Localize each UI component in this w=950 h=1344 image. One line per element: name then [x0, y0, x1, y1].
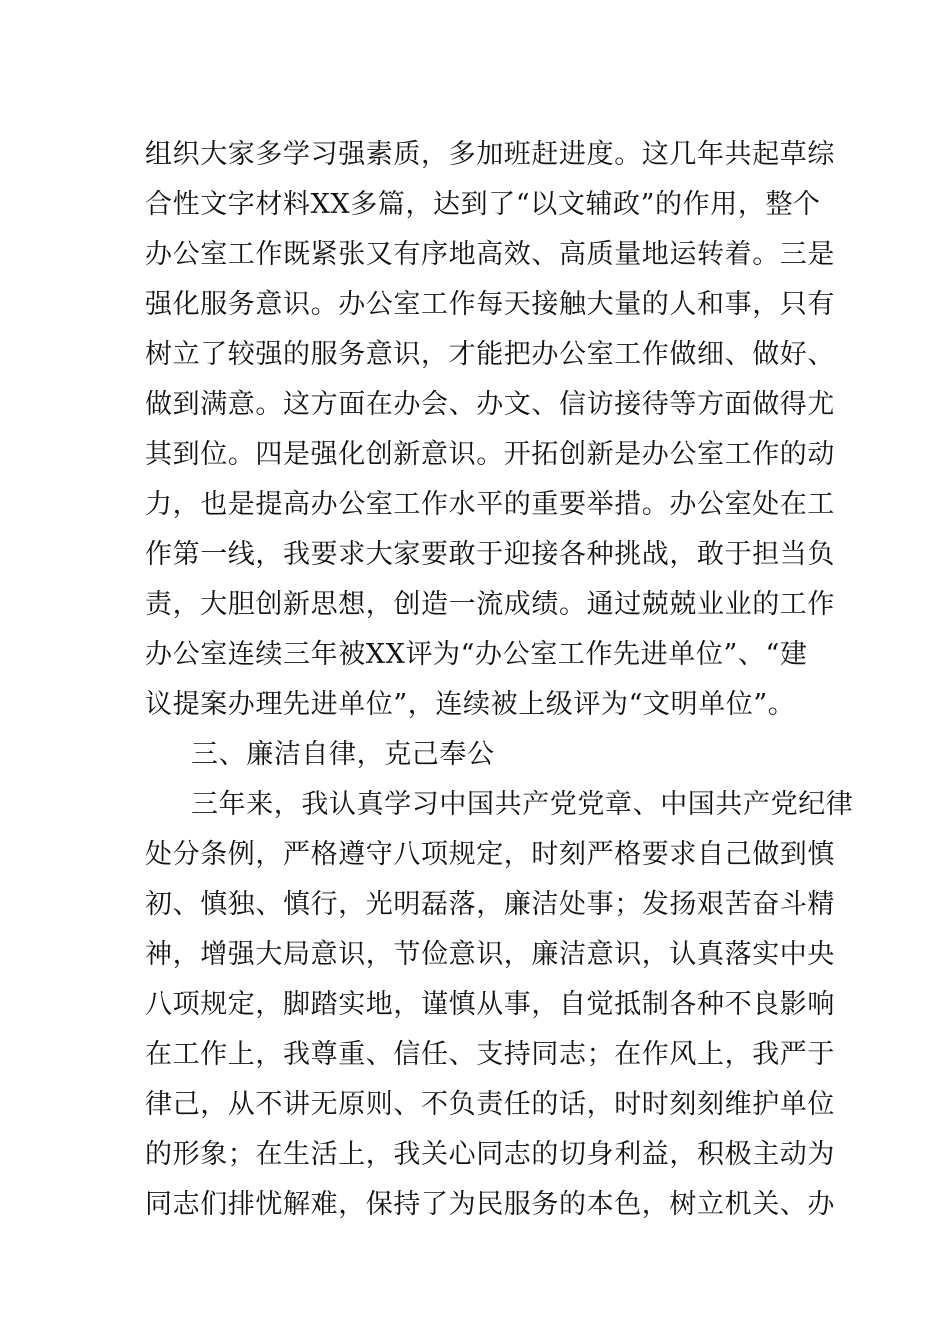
text-line: 在工作上，我尊重、信任、支持同志；在作风上，我严于: [145, 1039, 835, 1070]
text-line: 办公室连续三年被XX评为“办公室工作先进单位”、“建: [145, 639, 808, 670]
section-heading: 三、廉洁自律，克己奉公: [191, 739, 495, 770]
text-line: 律己，从不讲无原则、不负责任的话，时时刻刻维护单位: [145, 1089, 835, 1120]
text-line: 合性文字材料XX多篇，达到了“以文辅政”的作用，整个: [145, 189, 821, 220]
text-line: 力，也是提高办公室工作水平的重要举措。办公室处在工: [145, 489, 835, 520]
text-line: 议提案办理先进单位”，连续被上级评为“文明单位”。: [145, 689, 796, 720]
text-line: 树立了较强的服务意识，才能把办公室工作做细、做好、: [145, 339, 835, 370]
text-line: 作第一线，我要求大家要敢于迎接各种挑战，敢于担当负: [145, 539, 835, 570]
text-line: 神，增强大局意识，节俭意识，廉洁意识，认真落实中央: [145, 939, 835, 970]
text-line: 责，大胆创新思想，创造一流成绩。通过兢兢业业的工作: [145, 589, 835, 620]
text-line: 办公室工作既紧张又有序地高效、高质量地运转着。三是: [145, 239, 835, 270]
text-line: 同志们排忧解难，保持了为民服务的本色，树立机关、办: [145, 1189, 835, 1220]
paragraph-first-line: 三年来，我认真学习中国共产党党章、中国共产党纪律: [191, 789, 854, 820]
text-line: 初、慎独、慎行，光明磊落，廉洁处事；发扬艰苦奋斗精: [145, 889, 835, 920]
text-line: 的形象；在生活上，我关心同志的切身利益，积极主动为: [145, 1139, 835, 1170]
text-line: 其到位。四是强化创新意识。开拓创新是办公室工作的动: [145, 439, 835, 470]
text-line: 八项规定，脚踏实地，谨慎从事，自觉抵制各种不良影响: [145, 989, 835, 1020]
text-line: 做到满意。这方面在办会、办文、信访接待等方面做得尤: [145, 389, 835, 420]
text-line: 组织大家多学习强素质，多加班赶进度。这几年共起草综: [145, 139, 835, 170]
text-line: 强化服务意识。办公室工作每天接触大量的人和事，只有: [145, 289, 835, 320]
text-line: 处分条例，严格遵守八项规定，时刻严格要求自己做到慎: [145, 839, 835, 870]
